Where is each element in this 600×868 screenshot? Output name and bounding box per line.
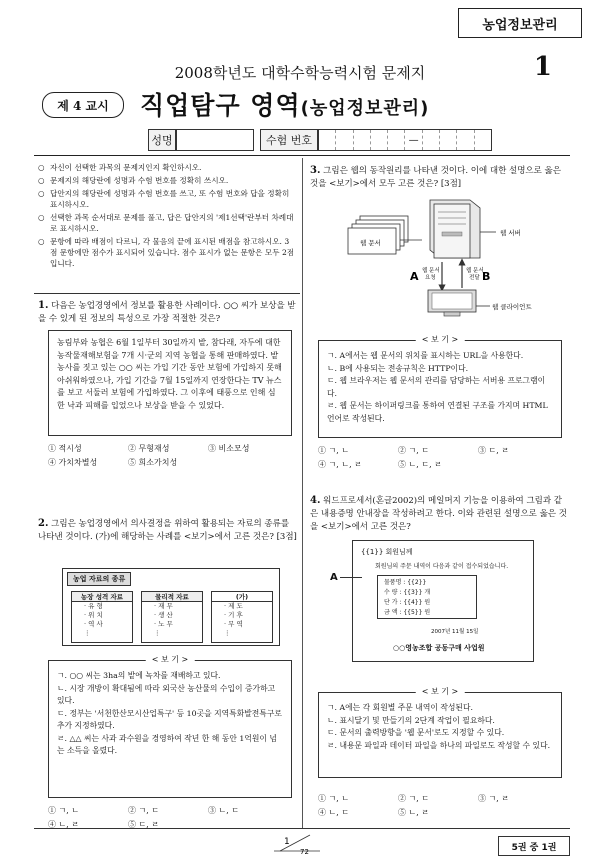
bogi-item: ㄷ. 정부는 '서천한산모시산업특구' 등 10곳을 지역특화발전특구로 추가 지정하였다.: [57, 708, 282, 730]
exam-no-label: 수험 번호: [260, 129, 318, 151]
diagram-outer-label: 농업 자료의 종류: [67, 572, 131, 586]
footer-page-fraction: [272, 831, 322, 855]
name-label: 성명: [148, 129, 176, 151]
question-4-text: 워드프로세서(혼글2002)의 메일머지 기능을 이용하여 그림과 같은 내용증명 안내장을 작성하려고 한다. 이와 관련된 설명으로 옳은 것을 <보기>에서 고른 것은?: [310, 496, 567, 532]
notice-list: [38, 162, 296, 271]
exam-title: 2008학년도 대학수학능력시험 문제지: [174, 64, 426, 82]
choice-4[interactable]: ④ 가치차별성: [48, 458, 98, 467]
form-field: 단 가 : {{4}} 원: [384, 599, 431, 606]
question-3-number: 3.: [310, 165, 321, 176]
ga-data-item: · 기 후: [224, 611, 243, 619]
form-a-label: A: [330, 572, 338, 583]
footer-page-total: 72: [300, 848, 309, 855]
bogi-item: ㄹ. 웹 문서는 하이퍼링크를 통하여 연결된 구조를 가지며 HTML 언어로 작성된다.: [327, 401, 548, 423]
footer-page-num: 1: [284, 837, 290, 847]
form-title: {{1}} 회원님께: [361, 548, 413, 556]
bogi-label: < 보 기 >: [146, 654, 195, 667]
form-field: 물품명 : {{2}}: [384, 579, 427, 586]
bogi-item: ㄹ. 내용문 파일과 데이터 파일을 하나의 파일로도 작성할 수 있다.: [327, 740, 551, 750]
farm-data-box: [71, 591, 133, 643]
web-document-label: 웹 문서: [360, 239, 381, 247]
data-types-diagram: [62, 568, 280, 646]
choice-4[interactable]: ④ ㄴ, ㄷ: [318, 808, 350, 817]
page-number: 1: [533, 52, 552, 82]
exam-no-field[interactable]: [318, 129, 492, 151]
physical-data-box: [141, 591, 203, 643]
web-server-icon: [430, 200, 480, 258]
form-fields-box: [377, 575, 477, 619]
subject-tab: 농업정보관리: [458, 8, 582, 38]
bogi-label: < 보 기 >: [416, 334, 465, 347]
bogi-item: ㄱ. ○○ 씨는 3ha의 밭에 녹차를 재배하고 있다.: [57, 671, 221, 680]
farm-data-title: 농장 성격 자료: [72, 592, 132, 602]
a-label: A: [410, 270, 419, 283]
physical-data-item: ⋮: [154, 629, 161, 637]
physical-data-item: · 생 산: [154, 611, 173, 619]
exam-no-dash: —: [405, 130, 422, 150]
choice-3[interactable]: ③ 비소모성: [208, 444, 250, 453]
question-4-choices: [318, 792, 558, 820]
choice-5[interactable]: ⑤ ㄴ, ㄷ, ㄹ: [398, 460, 442, 469]
request-label-1: 웹 문서: [422, 268, 440, 274]
question-1-number: 1.: [38, 300, 49, 311]
choice-3[interactable]: ③ ㄴ, ㄷ: [208, 806, 240, 815]
physical-data-item: · 재 무: [154, 602, 173, 610]
ga-data-title: (가): [212, 592, 272, 602]
choice-4[interactable]: ④ ㄱ, ㄴ, ㄹ: [318, 460, 362, 469]
header-divider: [34, 155, 570, 156]
farm-data-item: ⋮: [84, 629, 91, 637]
choice-1[interactable]: ① 적시성: [48, 444, 82, 453]
choice-3[interactable]: ③ ㄷ, ㄹ: [478, 446, 510, 455]
choice-2[interactable]: ② ㄱ, ㄷ: [398, 794, 430, 803]
bogi-item: ㄴ. B에 사용되는 전송규칙은 HTTP이다.: [327, 363, 469, 373]
physical-data-title: 물리적 자료: [142, 592, 202, 602]
notice-item: ○ 문항에 따라 배점이 다르니, 각 물음의 끝에 표시된 배점을 참고하시오. 3점 문항에만 점수가 표시되어 있습니다. 점수 표시가 없는 문항은 모두 2점입니다.: [38, 236, 296, 269]
bogi-item: ㄱ. A에서는 웹 문서의 위치를 표시하는 URL을 사용한다.: [327, 351, 524, 360]
question-1-stem: [38, 299, 298, 326]
notice-item: ○ 선택한 과목 순서대로 문제를 풀고, 답은 답안지의 '제1선택'란부터 차례대로 표시하시오.: [38, 212, 296, 234]
subject-title-sub: (농업정보관리): [300, 98, 430, 119]
choice-2[interactable]: ② ㄱ, ㄷ: [128, 806, 160, 815]
subject-title-main: 직업탐구 영역: [140, 91, 301, 120]
question-3-stem: [310, 164, 568, 191]
form-date: 2007년 11월 15일: [431, 629, 479, 635]
question-3-bogi: [318, 335, 562, 438]
choice-5[interactable]: ⑤ ㄷ, ㄹ: [128, 820, 160, 829]
question-3-choices: [318, 444, 558, 472]
bogi-item: ㄱ. A에는 각 회원별 주문 내역이 작성된다.: [327, 703, 473, 712]
notice-item: ○ 자신이 선택한 과목의 문제지인지 확인하시오.: [38, 162, 296, 173]
ga-data-item: ⋮: [224, 629, 231, 637]
bogi-item: ㄴ. 표시달기 및 만들기의 2단계 작업이 필요하다.: [327, 715, 495, 725]
web-client-label: 웹 클라이언트: [492, 303, 532, 311]
question-1-choices: [48, 442, 288, 470]
footer-line: [34, 828, 570, 829]
column-divider: [302, 158, 303, 828]
notice-item: ○ 답안지의 해당란에 성명과 수험 번호를 쓰고, 또 수험 번호와 답을 정확히 표시하시오.: [38, 188, 296, 210]
physical-data-item: · 노 무: [154, 620, 173, 628]
question-2-number: 2.: [38, 518, 49, 529]
notice-divider: [34, 293, 300, 294]
question-2-bogi: [48, 655, 292, 798]
volume-badge: 5권 중 1권: [498, 836, 570, 856]
web-server-label: 웹 서버: [500, 229, 521, 237]
bogi-label: < 보 기 >: [416, 686, 465, 699]
question-2-stem: [38, 517, 298, 544]
question-1-passage: 농림부와 농협은 6월 1일부터 30일까지 밭, 참다래, 자두에 대한 농작물재해보험을 7개 시·군의 지역 농협을 통해 판매하였다. 밭농사를 짓고 있는 ○○ 씨는 가입 기간 동안 보험에 가입하지 못해 아쉬워하였으나, 가입 기간을 7월 15일까지 연장한다는 TV 뉴스를 보고 서둘러 보험에 가입하였다. 그 이후에 태풍으로 인해 심한 낙과 피해를 입었으나 보상을 받을 수 있었다.: [48, 330, 292, 436]
form-sender: ○○영농조합 공동구매 사업원: [393, 644, 485, 652]
candidate-id-row: [148, 129, 492, 151]
ga-data-item: · 제 도: [224, 602, 243, 610]
request-label-2: 요청: [425, 275, 436, 281]
choice-3[interactable]: ③ ㄱ, ㄹ: [478, 794, 510, 803]
subject-title: [140, 86, 429, 122]
web-client-monitor-icon: [428, 290, 476, 316]
form-intro: 회원님의 주문 내역이 다음과 같이 접수되었습니다.: [375, 563, 509, 570]
bogi-item: ㄷ. 문서의 출력방향을 '웹 문서'로도 지정할 수 있다.: [327, 728, 505, 737]
notice-item: ○ 문제지의 해당란에 성명과 수험 번호를 정확히 쓰시오.: [38, 175, 296, 186]
form-field: 수 량 : {{3}} 개: [384, 589, 431, 596]
choice-1[interactable]: ① ㄱ, ㄴ: [318, 446, 350, 455]
question-2-text: 그림은 농업경영에서 의사결정을 위하여 활용되는 자료의 종류를 나타낸 것이다. (가)에 해당하는 사례를 <보기>에서 고른 것은? [3점]: [38, 519, 297, 542]
transfer-label-1: 웹 문서: [466, 268, 484, 274]
choice-1[interactable]: ① ㄱ, ㄴ: [48, 806, 80, 815]
transfer-label-2: 전달: [469, 275, 480, 281]
choice-4[interactable]: ④ ㄴ, ㄹ: [48, 820, 80, 829]
form-field: 금 액 : {{5}} 원: [384, 609, 431, 616]
farm-data-item: · 위 치: [84, 611, 103, 619]
choice-5[interactable]: ⑤ 희소가치성: [128, 458, 178, 467]
question-4-number: 4.: [310, 495, 321, 506]
web-document-stack-icon: [348, 216, 408, 254]
choice-2[interactable]: ② 무형재성: [128, 444, 170, 453]
name-field[interactable]: [176, 129, 254, 151]
question-3-text: 그림은 웹의 동작원리를 나타낸 것이다. 이에 대한 설명으로 옳은 것을 <보기>에서 모두 고른 것은? [3점]: [310, 166, 561, 189]
choice-1[interactable]: ① ㄱ, ㄴ: [318, 794, 350, 803]
choice-2[interactable]: ② ㄱ, ㄷ: [398, 446, 430, 455]
choice-5[interactable]: ⑤ ㄴ, ㄹ: [398, 808, 430, 817]
mailmerge-form: [352, 540, 534, 662]
b-label: B: [482, 270, 491, 283]
farm-data-item: · 유 형: [84, 602, 103, 610]
bogi-item: ㄹ. △△ 씨는 사과 과수원을 경영하여 작년 한 해 동안 1억원이 넘는 소득을 올렸다.: [57, 733, 277, 755]
question-1-text: 다음은 농업경영에서 정보를 활용한 사례이다. ○○ 씨가 보상을 받을 수 있게 된 정보의 특성으로 가장 적절한 것은?: [38, 301, 296, 324]
ga-data-box: [211, 591, 273, 643]
question-4-bogi: [318, 687, 562, 778]
bogi-item: ㄷ. 웹 브라우저는 웹 문서의 관리를 담당하는 서버용 프로그램이다.: [327, 376, 546, 398]
bogi-item: ㄴ. 시장 개방이 확대됨에 따라 외국산 농산물의 수입이 증가하고 있다.: [57, 683, 276, 705]
ga-data-item: · 무 역: [224, 620, 243, 628]
session-badge: 제 4 교시: [42, 92, 124, 118]
question-4-stem: [310, 494, 568, 534]
farm-data-item: · 역 사: [84, 620, 103, 628]
web-diagram: [330, 196, 560, 320]
